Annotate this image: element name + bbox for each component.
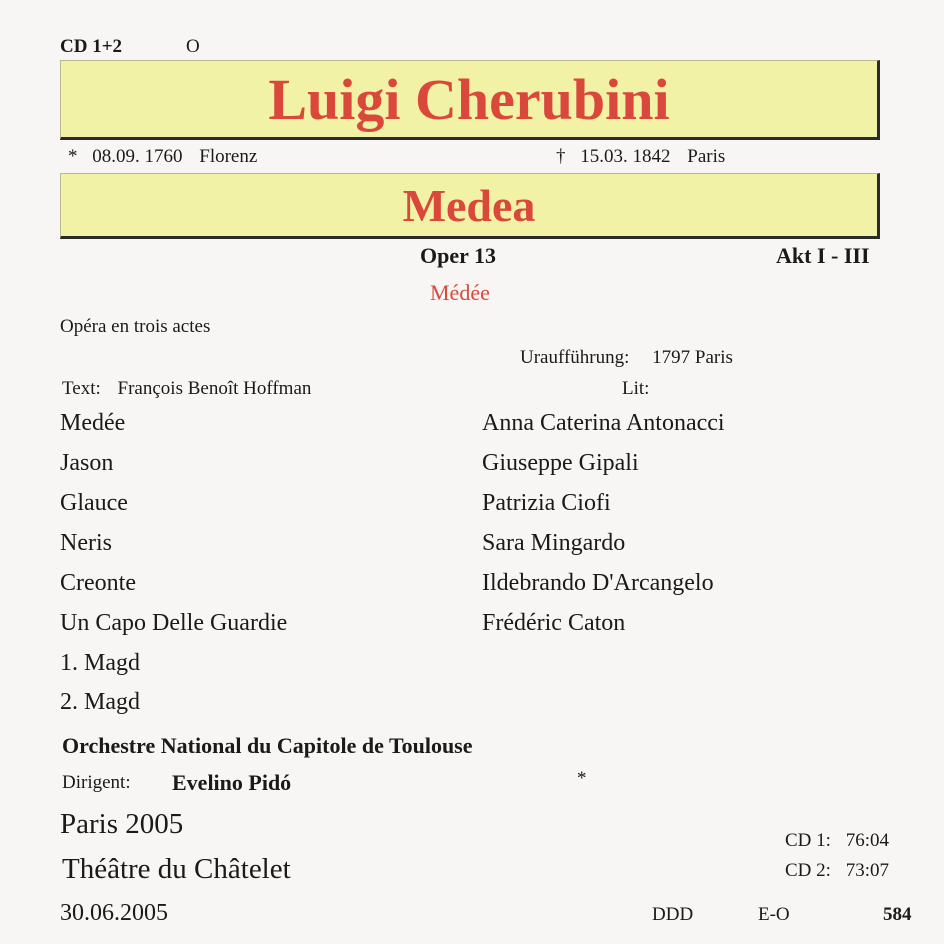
- cast-role: Neris: [60, 530, 112, 556]
- premiere: [520, 347, 733, 369]
- cast-singer: Patrizia Ciofi: [482, 490, 611, 516]
- cast-role: 1. Magd: [60, 650, 140, 676]
- text-label: Text:: [62, 378, 101, 399]
- birth-symbol: *: [68, 146, 78, 167]
- catalog-code: E-O: [758, 904, 790, 925]
- cast-role: Glauce: [60, 490, 128, 516]
- composer-name: Luigi Cherubini: [268, 67, 670, 132]
- mark-label: O: [186, 36, 200, 57]
- conductor-name: Evelino Pidó: [172, 770, 292, 795]
- death-info: [556, 146, 725, 168]
- work-banner: [60, 173, 880, 239]
- conductor-label: Dirigent:: [62, 772, 131, 793]
- duration-cd1: [785, 830, 889, 852]
- cast-role: Jason: [60, 450, 114, 476]
- original-title: Médée: [430, 280, 490, 305]
- cast-role: 2. Magd: [60, 689, 140, 715]
- librettist: François Benoît Hoffman: [117, 378, 312, 399]
- lit-label: Lit:: [622, 378, 650, 399]
- work-title: Medea: [402, 180, 536, 231]
- death-place: Paris: [687, 146, 726, 167]
- librettist-line: [62, 378, 311, 400]
- premiere-value: 1797 Paris: [652, 347, 733, 368]
- cast-singer: Ildebrando D'Arcangelo: [482, 570, 714, 596]
- duration-cd2: [785, 860, 889, 882]
- duration-label: CD 1:: [785, 830, 831, 851]
- birth-place: Florenz: [199, 146, 258, 167]
- catalog-number: 584: [883, 904, 912, 925]
- opus-label: Oper 13: [420, 243, 496, 268]
- death-date: 15.03. 1842: [580, 146, 671, 167]
- death-symbol: †: [556, 146, 566, 167]
- birth-date: 08.09. 1760: [92, 146, 183, 167]
- cast-singer: Frédéric Caton: [482, 610, 626, 636]
- orchestra: Orchestre National du Capitole de Toulouse: [62, 733, 473, 758]
- cast-role: Creonte: [60, 570, 136, 596]
- duration-value: 76:04: [845, 830, 889, 851]
- composer-banner: [60, 60, 880, 140]
- acts-label: Akt I - III: [776, 243, 870, 268]
- recording-date: 30.06.2005: [60, 900, 168, 926]
- cast-singer: Sara Mingardo: [482, 530, 626, 556]
- audio-format: DDD: [652, 904, 694, 925]
- premiere-label: Uraufführung:: [520, 347, 630, 368]
- recording-place-year: Paris 2005: [60, 808, 184, 840]
- duration-label: CD 2:: [785, 860, 831, 881]
- cast-singer: Anna Caterina Antonacci: [482, 410, 725, 436]
- cd-label: CD 1+2: [60, 36, 123, 57]
- conductor-mark: *: [577, 768, 587, 789]
- cast-role: Medée: [60, 410, 126, 436]
- birth-info: [68, 146, 257, 168]
- duration-value: 73:07: [845, 860, 889, 881]
- work-subtitle: Opéra en trois actes: [60, 316, 211, 337]
- cast-singer: Giuseppe Gipali: [482, 450, 639, 476]
- recording-venue: Théâtre du Châtelet: [62, 853, 291, 885]
- cast-role: Un Capo Delle Guardie: [60, 610, 288, 636]
